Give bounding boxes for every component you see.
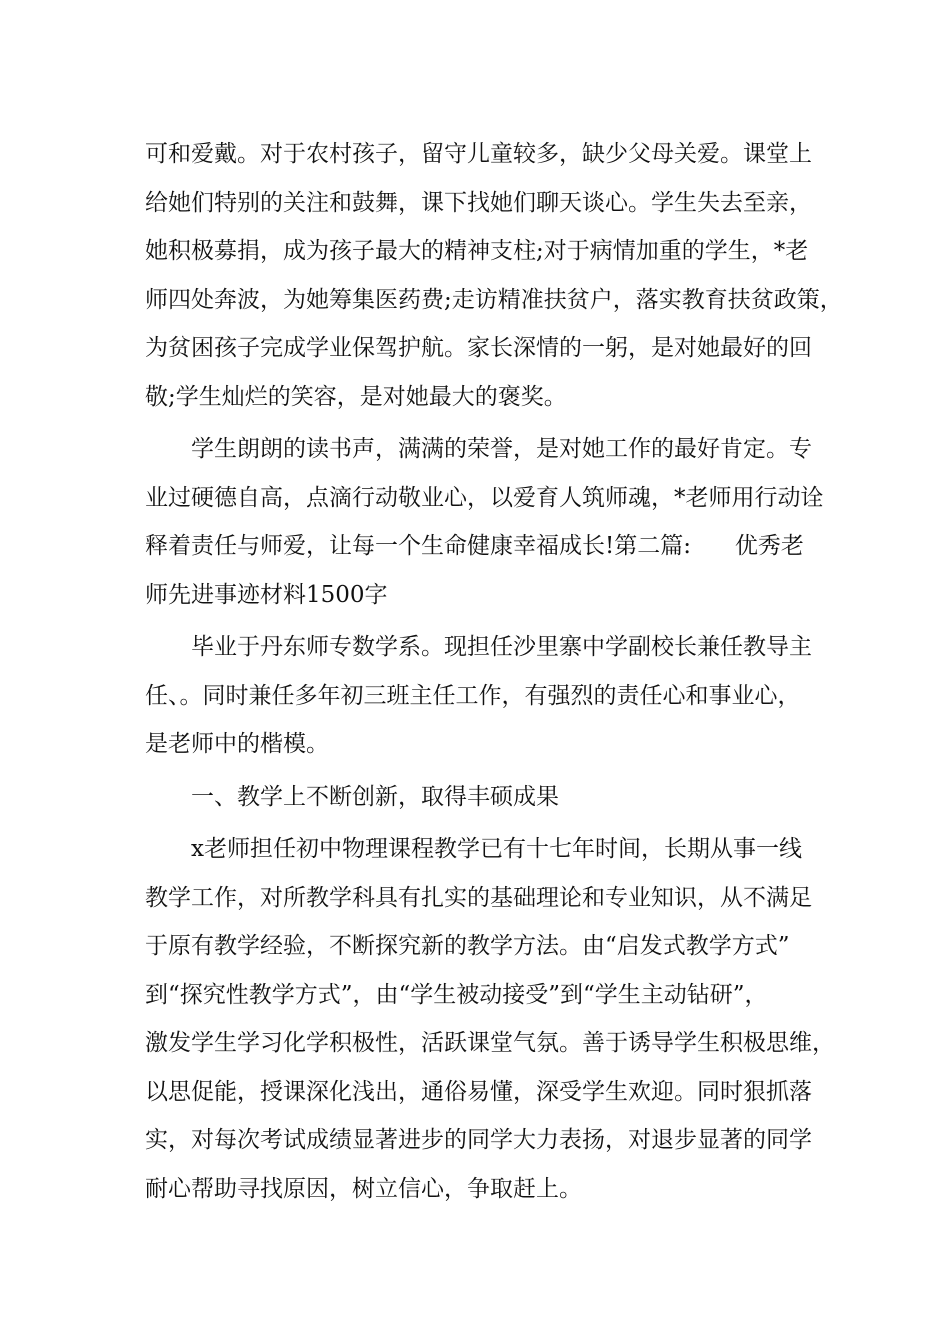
text-line: 师四处奔波，为她筹集医药费;走访精准扶贫户，落实教育扶贫政策， <box>145 286 843 313</box>
text-line: 学生朗朗的读书声，满满的荣誉，是对她工作的最好肯定。专 <box>191 436 812 462</box>
text-line: 教学工作，对所教学科具有扎实的基础理论和专业知识，从不满足 <box>145 884 812 911</box>
text-line: 耐心帮助寻找原因，树立信心，争取赶上。 <box>145 1175 582 1202</box>
paragraph-2 <box>145 425 825 619</box>
paragraph-1 <box>145 130 843 421</box>
paragraph-5 <box>145 825 835 1213</box>
heading-line: 一、教学上不断创新，取得丰硕成果 <box>191 783 559 810</box>
text-line: x老师担任初中物理课程教学已有十七年时间，长期从事一线 <box>191 836 802 862</box>
text-line: 以思促能，授课深化浅出，通俗易懂，深受学生欢迎。同时狠抓落 <box>145 1078 812 1105</box>
document-body <box>145 130 843 1213</box>
text-line: 给她们特别的关注和鼓舞，课下找她们聊天谈心。学生失去至亲， <box>145 189 812 216</box>
text-line: 业过硬德自高，点滴行动敬业心，以爱育人筑师魂，*老师用行动诠 <box>145 484 824 511</box>
text-line: 可和爱戴。对于农村孩子，留守儿童较多，缺少父母关爱。课堂上 <box>145 141 812 167</box>
text-line: 于原有教学经验，不断探究新的教学方法。由“启发式教学方式” <box>145 933 790 959</box>
text-line: 师先进事迹材料1500字 <box>145 581 388 608</box>
text-line: 为贫困孩子完成学业保驾护航。家长深情的一躬，是对她最好的回 <box>145 335 812 361</box>
paragraph-3 <box>145 623 825 769</box>
section-heading <box>145 773 825 822</box>
text-line: 到“探究性教学方式”，由“学生被动接受”到“学生主动钻研”， <box>145 981 768 1008</box>
text-line: 释着责任与师爱，让每一个生命健康幸福成长!第二篇: 优秀老 <box>145 533 804 559</box>
text-line: 激发学生学习化学积极性，活跃课堂气氛。善于诱导学生积极思维， <box>145 1030 835 1056</box>
text-line: 是老师中的楷模。 <box>145 731 329 757</box>
text-line: 实，对每次考试成绩显著进步的同学大力表扬，对退步显著的同学 <box>145 1127 812 1153</box>
text-line: 她积极募捐，成为孩子最大的精神支柱;对于病情加重的学生，*老 <box>145 238 809 264</box>
text-line: 毕业于丹东师专数学系。现担任沙里寨中学副校长兼任教导主 <box>191 634 812 660</box>
text-line: 任、。同时兼任多年初三班主任工作，有强烈的责任心和事业心， <box>145 682 801 709</box>
text-line: 敬;学生灿烂的笑容，是对她最大的褒奖。 <box>145 383 567 410</box>
